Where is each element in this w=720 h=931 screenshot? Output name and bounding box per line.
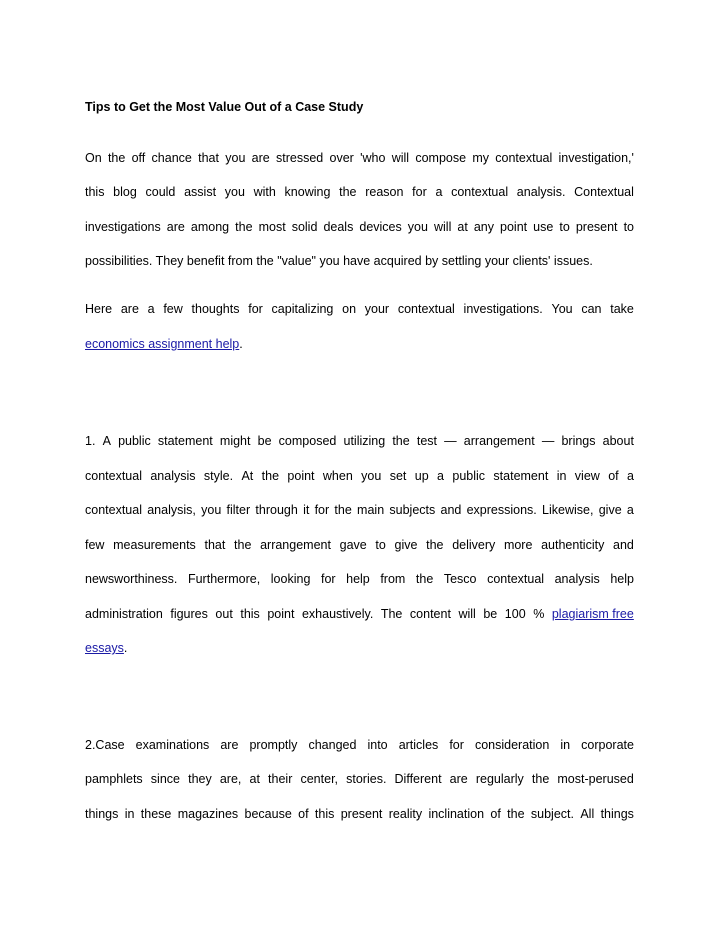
- word: figures: [170, 607, 208, 621]
- word: more: [503, 538, 533, 552]
- word: contextual: [85, 469, 142, 483]
- word: help: [346, 572, 370, 586]
- word: most: [258, 220, 286, 234]
- word: regularly: [475, 772, 524, 786]
- text-line: [85, 335, 634, 353]
- word: off: [131, 151, 146, 165]
- word: of: [298, 807, 309, 821]
- text-line: [85, 570, 634, 588]
- word: consideration: [474, 738, 550, 752]
- word: the: [339, 185, 357, 199]
- word: are: [220, 738, 239, 752]
- word: exhaustively.: [301, 607, 374, 621]
- word: for: [314, 503, 330, 517]
- word: help: [610, 572, 634, 586]
- word: %: [533, 607, 545, 621]
- document-title: Tips to Get the Most Value Out of a Case Study: [85, 100, 364, 114]
- word: a: [627, 469, 634, 483]
- word: stories.: [346, 772, 387, 786]
- word: subject.: [530, 807, 574, 821]
- word: blog: [113, 185, 137, 199]
- word: changed: [308, 738, 357, 752]
- word: into: [367, 738, 388, 752]
- word: stressed: [276, 151, 324, 165]
- word: solid: [291, 220, 318, 234]
- word: things: [600, 807, 634, 821]
- hyperlink[interactable]: economics assignment help: [85, 337, 240, 351]
- word: and: [440, 503, 462, 517]
- word: present: [340, 807, 383, 821]
- word: contextual: [451, 185, 509, 199]
- word: analysis: [150, 469, 196, 483]
- word: through: [255, 503, 298, 517]
- word: subjects: [389, 503, 436, 517]
- text-line: [85, 605, 634, 623]
- word: delivery: [452, 538, 496, 552]
- word: statement: [157, 434, 213, 448]
- word: contextual: [397, 302, 455, 316]
- word: are: [251, 151, 270, 165]
- word: authenticity: [541, 538, 605, 552]
- text-fragment: .: [123, 641, 128, 655]
- word: for: [248, 302, 263, 316]
- word: at: [457, 220, 468, 234]
- word: 100: [504, 607, 526, 621]
- word: test: [416, 434, 438, 448]
- word: Contextual: [574, 185, 634, 199]
- word: expressions.: [466, 503, 537, 517]
- hyperlink[interactable]: essays: [85, 641, 124, 655]
- word: a: [626, 503, 634, 517]
- word: are,: [219, 772, 242, 786]
- word: present: [575, 220, 618, 234]
- word: on: [342, 302, 357, 316]
- word: in: [556, 469, 567, 483]
- word: filter: [226, 503, 251, 517]
- word: Here: [85, 302, 113, 316]
- word: public: [452, 469, 486, 483]
- word: assist: [184, 185, 217, 199]
- word: style.: [203, 469, 234, 483]
- word: are: [120, 302, 139, 316]
- word: composed: [278, 434, 337, 448]
- word: be: [257, 434, 272, 448]
- word: you: [201, 503, 222, 517]
- word: Furthermore,: [187, 572, 261, 586]
- word: main: [357, 503, 385, 517]
- word: The: [380, 607, 403, 621]
- word: the: [426, 538, 444, 552]
- word: arrangement: [260, 538, 331, 552]
- word: analysis,: [147, 503, 196, 517]
- word: few: [85, 538, 105, 552]
- text-line: [85, 639, 634, 657]
- text-line: [85, 300, 634, 318]
- text-line: [85, 805, 634, 823]
- text-line: [85, 467, 634, 485]
- text-line: [85, 736, 634, 754]
- word: point: [267, 607, 295, 621]
- word: it: [303, 503, 310, 517]
- word: analysis.: [516, 185, 566, 199]
- word: brings: [561, 434, 596, 448]
- word: investigation,': [558, 151, 634, 165]
- word: knowing: [284, 185, 331, 199]
- word: center,: [300, 772, 339, 786]
- word: examinations: [135, 738, 210, 752]
- word: administration: [85, 607, 163, 621]
- word: chance: [151, 151, 192, 165]
- word: to: [375, 538, 386, 552]
- word: 1.: [85, 434, 96, 448]
- word: a: [435, 185, 443, 199]
- word: of: [608, 469, 619, 483]
- word: deals: [323, 220, 354, 234]
- word: the: [334, 503, 352, 517]
- word: investigations: [85, 220, 161, 234]
- word: since: [150, 772, 180, 786]
- text-line: [85, 432, 634, 450]
- word: 2.Case: [85, 738, 125, 752]
- word: —: [444, 434, 457, 448]
- word: the: [261, 469, 280, 483]
- word: set: [389, 469, 407, 483]
- word: because: [244, 807, 292, 821]
- word: will: [458, 607, 476, 621]
- word: my: [472, 151, 490, 165]
- word: a: [437, 469, 444, 483]
- word: capitalizing: [271, 302, 334, 316]
- text-fragment: .: [239, 337, 243, 351]
- text-line: [85, 770, 634, 788]
- word: contextual: [487, 572, 545, 586]
- word: any: [473, 220, 494, 234]
- word: At: [241, 469, 254, 483]
- word: 'who: [360, 151, 386, 165]
- word: point: [500, 220, 528, 234]
- word: All: [580, 807, 595, 821]
- word: this: [85, 185, 105, 199]
- word: for: [412, 185, 427, 199]
- word: arrangement: [463, 434, 535, 448]
- word: will: [433, 220, 452, 234]
- word: at: [249, 772, 260, 786]
- word: for: [320, 572, 336, 586]
- word: that: [198, 151, 219, 165]
- word: analysis: [554, 572, 600, 586]
- word: these: [140, 807, 172, 821]
- word: their: [268, 772, 293, 786]
- text-line: [85, 501, 634, 519]
- word: in: [124, 807, 135, 821]
- word: from: [380, 572, 406, 586]
- text-line: [85, 149, 634, 167]
- word: and: [613, 538, 634, 552]
- word: could: [145, 185, 176, 199]
- word: newsworthiness.: [85, 572, 178, 586]
- word: the: [234, 538, 252, 552]
- word: content: [409, 607, 451, 621]
- word: for: [449, 738, 464, 752]
- word: Likewise,: [542, 503, 594, 517]
- word: you: [407, 220, 428, 234]
- word: reason: [365, 185, 404, 199]
- word: contextual: [85, 503, 142, 517]
- word: most-perused: [557, 772, 634, 786]
- word: to: [623, 220, 634, 234]
- text-line: [85, 536, 634, 554]
- word: reality: [388, 807, 423, 821]
- text-line: [85, 183, 634, 201]
- word: articles: [398, 738, 439, 752]
- word: the: [107, 151, 126, 165]
- word: Different: [394, 772, 442, 786]
- word: with: [253, 185, 276, 199]
- word: they: [188, 772, 212, 786]
- word: thoughts: [191, 302, 240, 316]
- word: when: [322, 469, 353, 483]
- word: measurements: [113, 538, 196, 552]
- word: in: [560, 738, 571, 752]
- word: inclination: [428, 807, 485, 821]
- word: investigations.: [463, 302, 543, 316]
- word: the: [415, 572, 434, 586]
- word: the: [507, 807, 525, 821]
- word: about: [602, 434, 634, 448]
- word: On: [85, 151, 102, 165]
- word: over: [329, 151, 354, 165]
- word: might: [219, 434, 251, 448]
- word: this: [240, 607, 260, 621]
- word: are: [166, 220, 185, 234]
- word: of: [490, 807, 501, 821]
- word: use: [533, 220, 554, 234]
- word: public: [118, 434, 151, 448]
- text-fragment: possibilities. They benefit from the "value" you have acquired by settling your clients' issues.: [85, 254, 593, 268]
- word: give: [598, 503, 622, 517]
- word: the: [235, 220, 253, 234]
- word: corporate: [581, 738, 634, 752]
- word: few: [163, 302, 183, 316]
- word: utilizing: [343, 434, 386, 448]
- word: devices: [359, 220, 402, 234]
- word: point: [287, 469, 315, 483]
- word: —: [541, 434, 555, 448]
- word: this: [314, 807, 335, 821]
- word: pamphlets: [85, 772, 143, 786]
- word: that: [204, 538, 226, 552]
- word: be: [483, 607, 498, 621]
- word: gave: [339, 538, 367, 552]
- text-line: [85, 252, 634, 270]
- word: You: [551, 302, 573, 316]
- word: out: [215, 607, 233, 621]
- word: up: [414, 469, 429, 483]
- word: things: [85, 807, 119, 821]
- word: magazines: [177, 807, 239, 821]
- word: you: [225, 151, 246, 165]
- word: you: [224, 185, 245, 199]
- word: you: [361, 469, 382, 483]
- word: the: [392, 434, 410, 448]
- word: the: [531, 772, 550, 786]
- hyperlink[interactable]: plagiarism free: [551, 607, 634, 621]
- word: Tesco: [443, 572, 477, 586]
- word: your: [364, 302, 390, 316]
- text-line: [85, 218, 634, 236]
- word: take: [610, 302, 634, 316]
- word: will: [391, 151, 410, 165]
- word: promptly: [249, 738, 298, 752]
- word: give: [394, 538, 418, 552]
- word: to: [559, 220, 570, 234]
- word: looking: [270, 572, 311, 586]
- word: contextual: [495, 151, 553, 165]
- word: statement: [493, 469, 549, 483]
- word: view: [574, 469, 600, 483]
- word: are: [449, 772, 468, 786]
- word: a: [147, 302, 155, 316]
- word: A: [102, 434, 111, 448]
- word: compose: [415, 151, 467, 165]
- word: can: [581, 302, 602, 316]
- word: among: [190, 220, 230, 234]
